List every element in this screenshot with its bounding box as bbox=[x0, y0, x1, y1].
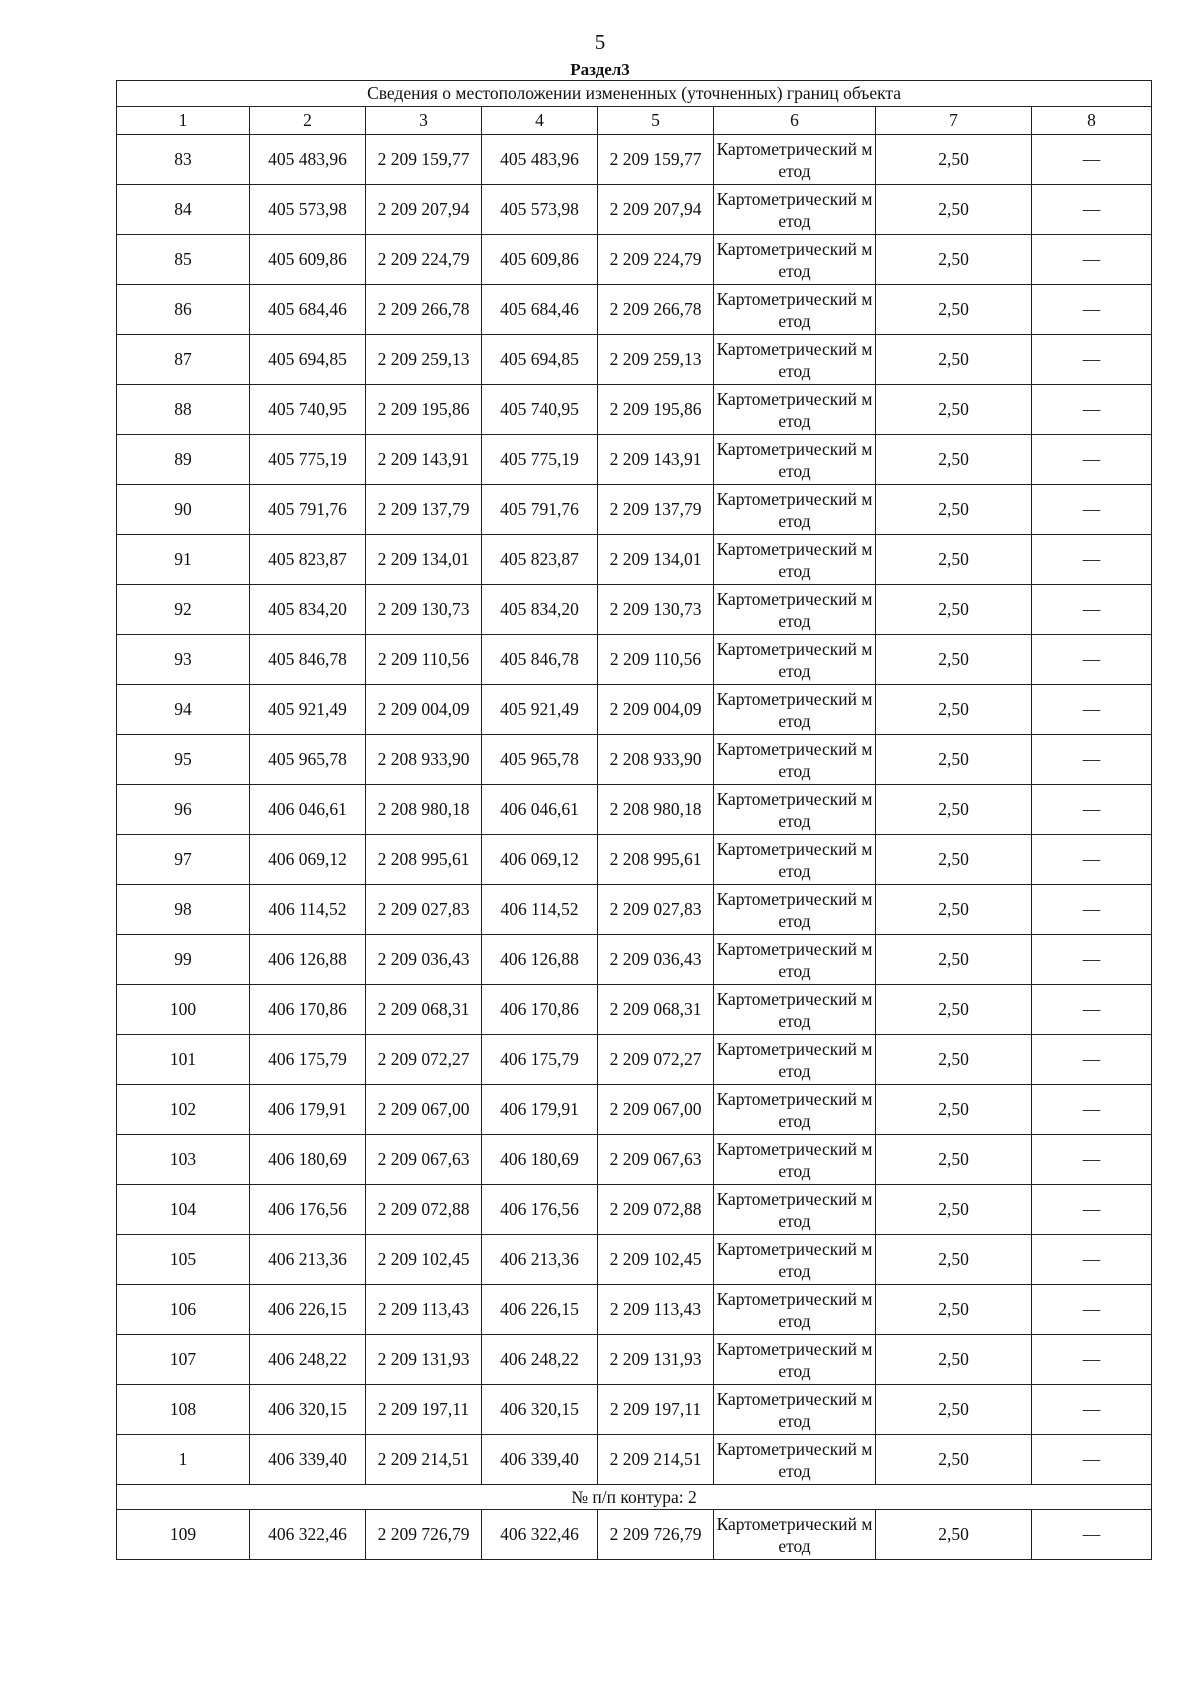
table-row bbox=[117, 485, 1152, 535]
x-old-cell: 405 791,76 bbox=[250, 485, 366, 535]
y-new-cell: 2 209 159,77 bbox=[598, 135, 714, 185]
table-row bbox=[117, 1435, 1152, 1485]
y-new-cell: 2 209 726,79 bbox=[598, 1510, 714, 1560]
x-old-cell: 405 834,20 bbox=[250, 585, 366, 635]
method-cell: Картометрический метод bbox=[714, 585, 876, 635]
x-old-cell: 406 213,36 bbox=[250, 1235, 366, 1285]
x-new-cell: 406 126,88 bbox=[482, 935, 598, 985]
x-old-cell: 405 823,87 bbox=[250, 535, 366, 585]
precision-cell: 2,50 bbox=[876, 785, 1032, 835]
empty-cell: — bbox=[1032, 1385, 1152, 1435]
x-new-cell: 406 248,22 bbox=[482, 1335, 598, 1385]
empty-cell: — bbox=[1032, 385, 1152, 435]
y-new-cell: 2 209 195,86 bbox=[598, 385, 714, 435]
table-row bbox=[117, 185, 1152, 235]
y-new-cell: 2 209 259,13 bbox=[598, 335, 714, 385]
empty-cell: — bbox=[1032, 885, 1152, 935]
x-new-cell: 406 114,52 bbox=[482, 885, 598, 935]
empty-cell: — bbox=[1032, 985, 1152, 1035]
empty-cell: — bbox=[1032, 585, 1152, 635]
y-old-cell: 2 209 113,43 bbox=[366, 1285, 482, 1335]
empty-cell: — bbox=[1032, 485, 1152, 535]
column-header: 3 bbox=[366, 107, 482, 135]
table-row bbox=[117, 935, 1152, 985]
method-cell: Картометрический метод bbox=[714, 1185, 876, 1235]
precision-cell: 2,50 bbox=[876, 235, 1032, 285]
point-number-cell: 88 bbox=[117, 385, 250, 435]
x-new-cell: 406 046,61 bbox=[482, 785, 598, 835]
y-new-cell: 2 209 207,94 bbox=[598, 185, 714, 235]
table-body bbox=[117, 135, 1152, 1560]
x-new-cell: 405 684,46 bbox=[482, 285, 598, 335]
empty-cell: — bbox=[1032, 435, 1152, 485]
precision-cell: 2,50 bbox=[876, 135, 1032, 185]
table-row bbox=[117, 1085, 1152, 1135]
precision-cell: 2,50 bbox=[876, 1435, 1032, 1485]
point-number-cell: 105 bbox=[117, 1235, 250, 1285]
y-new-cell: 2 209 131,93 bbox=[598, 1335, 714, 1385]
method-cell: Картометрический метод bbox=[714, 635, 876, 685]
x-old-cell: 405 684,46 bbox=[250, 285, 366, 335]
method-cell: Картометрический метод bbox=[714, 1235, 876, 1285]
empty-cell: — bbox=[1032, 335, 1152, 385]
method-cell: Картометрический метод bbox=[714, 1335, 876, 1385]
point-number-cell: 96 bbox=[117, 785, 250, 835]
column-header: 1 bbox=[117, 107, 250, 135]
precision-cell: 2,50 bbox=[876, 885, 1032, 935]
point-number-cell: 91 bbox=[117, 535, 250, 585]
x-new-cell: 406 179,91 bbox=[482, 1085, 598, 1135]
x-new-cell: 406 069,12 bbox=[482, 835, 598, 885]
y-old-cell: 2 209 027,83 bbox=[366, 885, 482, 935]
column-header: 5 bbox=[598, 107, 714, 135]
y-new-cell: 2 209 134,01 bbox=[598, 535, 714, 585]
table-row bbox=[117, 785, 1152, 835]
x-new-cell: 405 791,76 bbox=[482, 485, 598, 535]
y-new-cell: 2 209 072,27 bbox=[598, 1035, 714, 1085]
boundary-coordinates-table bbox=[116, 80, 1152, 1560]
y-new-cell: 2 209 072,88 bbox=[598, 1185, 714, 1235]
point-number-cell: 99 bbox=[117, 935, 250, 985]
precision-cell: 2,50 bbox=[876, 485, 1032, 535]
method-cell: Картометрический метод bbox=[714, 885, 876, 935]
point-number-cell: 97 bbox=[117, 835, 250, 885]
method-cell: Картометрический метод bbox=[714, 285, 876, 335]
x-new-cell: 405 573,98 bbox=[482, 185, 598, 235]
precision-cell: 2,50 bbox=[876, 285, 1032, 335]
table-row bbox=[117, 1285, 1152, 1335]
empty-cell: — bbox=[1032, 1035, 1152, 1085]
point-number-cell: 84 bbox=[117, 185, 250, 235]
x-old-cell: 406 320,15 bbox=[250, 1385, 366, 1435]
x-new-cell: 406 226,15 bbox=[482, 1285, 598, 1335]
x-old-cell: 406 069,12 bbox=[250, 835, 366, 885]
empty-cell: — bbox=[1032, 835, 1152, 885]
table-row bbox=[117, 1185, 1152, 1235]
table-row bbox=[117, 535, 1152, 585]
point-number-cell: 86 bbox=[117, 285, 250, 335]
x-old-cell: 406 179,91 bbox=[250, 1085, 366, 1135]
x-old-cell: 405 775,19 bbox=[250, 435, 366, 485]
table-caption: Сведения о местоположении измененных (уточненных) границ объекта bbox=[117, 81, 1152, 107]
empty-cell: — bbox=[1032, 1235, 1152, 1285]
method-cell: Картометрический метод bbox=[714, 1510, 876, 1560]
precision-cell: 2,50 bbox=[876, 535, 1032, 585]
method-cell: Картометрический метод bbox=[714, 535, 876, 585]
method-cell: Картометрический метод bbox=[714, 735, 876, 785]
precision-cell: 2,50 bbox=[876, 1085, 1032, 1135]
table-row bbox=[117, 1510, 1152, 1560]
y-new-cell: 2 208 995,61 bbox=[598, 835, 714, 885]
x-old-cell: 406 046,61 bbox=[250, 785, 366, 835]
y-old-cell: 2 209 224,79 bbox=[366, 235, 482, 285]
y-old-cell: 2 209 110,56 bbox=[366, 635, 482, 685]
y-new-cell: 2 209 137,79 bbox=[598, 485, 714, 535]
section-title: Раздел3 bbox=[570, 60, 630, 79]
y-old-cell: 2 209 134,01 bbox=[366, 535, 482, 585]
method-cell: Картометрический метод bbox=[714, 435, 876, 485]
table-row bbox=[117, 985, 1152, 1035]
point-number-cell: 109 bbox=[117, 1510, 250, 1560]
y-old-cell: 2 208 980,18 bbox=[366, 785, 482, 835]
empty-cell: — bbox=[1032, 1285, 1152, 1335]
y-new-cell: 2 208 933,90 bbox=[598, 735, 714, 785]
method-cell: Картометрический метод bbox=[714, 235, 876, 285]
x-new-cell: 405 694,85 bbox=[482, 335, 598, 385]
y-old-cell: 2 209 207,94 bbox=[366, 185, 482, 235]
x-old-cell: 405 846,78 bbox=[250, 635, 366, 685]
method-cell: Картометрический метод bbox=[714, 135, 876, 185]
empty-cell: — bbox=[1032, 635, 1152, 685]
x-new-cell: 405 740,95 bbox=[482, 385, 598, 435]
x-new-cell: 406 170,86 bbox=[482, 985, 598, 1035]
table-row bbox=[117, 685, 1152, 735]
x-old-cell: 406 322,46 bbox=[250, 1510, 366, 1560]
y-old-cell: 2 209 072,88 bbox=[366, 1185, 482, 1235]
x-old-cell: 406 175,79 bbox=[250, 1035, 366, 1085]
point-number-cell: 93 bbox=[117, 635, 250, 685]
point-number-cell: 94 bbox=[117, 685, 250, 735]
precision-cell: 2,50 bbox=[876, 585, 1032, 635]
table-row bbox=[117, 585, 1152, 635]
y-old-cell: 2 209 214,51 bbox=[366, 1435, 482, 1485]
empty-cell: — bbox=[1032, 1085, 1152, 1135]
x-old-cell: 406 339,40 bbox=[250, 1435, 366, 1485]
point-number-cell: 101 bbox=[117, 1035, 250, 1085]
point-number-cell: 106 bbox=[117, 1285, 250, 1335]
precision-cell: 2,50 bbox=[876, 1135, 1032, 1185]
precision-cell: 2,50 bbox=[876, 735, 1032, 785]
table-row bbox=[117, 835, 1152, 885]
empty-cell: — bbox=[1032, 1185, 1152, 1235]
contour-label-row bbox=[117, 1485, 1152, 1510]
precision-cell: 2,50 bbox=[876, 935, 1032, 985]
x-new-cell: 406 320,15 bbox=[482, 1385, 598, 1435]
x-new-cell: 405 483,96 bbox=[482, 135, 598, 185]
x-new-cell: 405 846,78 bbox=[482, 635, 598, 685]
table-row bbox=[117, 1035, 1152, 1085]
page-number: 5 bbox=[594, 30, 606, 54]
y-old-cell: 2 209 067,63 bbox=[366, 1135, 482, 1185]
table-row bbox=[117, 135, 1152, 185]
table-row bbox=[117, 735, 1152, 785]
y-old-cell: 2 209 159,77 bbox=[366, 135, 482, 185]
y-new-cell: 2 209 266,78 bbox=[598, 285, 714, 335]
method-cell: Картометрический метод bbox=[714, 1035, 876, 1085]
precision-cell: 2,50 bbox=[876, 1235, 1032, 1285]
x-old-cell: 406 126,88 bbox=[250, 935, 366, 985]
column-header: 2 bbox=[250, 107, 366, 135]
method-cell: Картометрический метод bbox=[714, 785, 876, 835]
x-old-cell: 406 248,22 bbox=[250, 1335, 366, 1385]
precision-cell: 2,50 bbox=[876, 635, 1032, 685]
x-new-cell: 405 823,87 bbox=[482, 535, 598, 585]
y-old-cell: 2 209 726,79 bbox=[366, 1510, 482, 1560]
table-row bbox=[117, 285, 1152, 335]
table-row bbox=[117, 1235, 1152, 1285]
y-new-cell: 2 209 067,00 bbox=[598, 1085, 714, 1135]
method-cell: Картометрический метод bbox=[714, 985, 876, 1035]
precision-cell: 2,50 bbox=[876, 1285, 1032, 1335]
column-header: 4 bbox=[482, 107, 598, 135]
empty-cell: — bbox=[1032, 535, 1152, 585]
empty-cell: — bbox=[1032, 235, 1152, 285]
x-old-cell: 405 483,96 bbox=[250, 135, 366, 185]
point-number-cell: 100 bbox=[117, 985, 250, 1035]
empty-cell: — bbox=[1032, 785, 1152, 835]
y-new-cell: 2 209 113,43 bbox=[598, 1285, 714, 1335]
y-old-cell: 2 209 130,73 bbox=[366, 585, 482, 635]
point-number-cell: 108 bbox=[117, 1385, 250, 1435]
y-new-cell: 2 208 980,18 bbox=[598, 785, 714, 835]
x-old-cell: 406 176,56 bbox=[250, 1185, 366, 1235]
method-cell: Картометрический метод bbox=[714, 1085, 876, 1135]
y-old-cell: 2 209 068,31 bbox=[366, 985, 482, 1035]
y-old-cell: 2 209 036,43 bbox=[366, 935, 482, 985]
y-new-cell: 2 209 130,73 bbox=[598, 585, 714, 635]
precision-cell: 2,50 bbox=[876, 385, 1032, 435]
empty-cell: — bbox=[1032, 1335, 1152, 1385]
empty-cell: — bbox=[1032, 1510, 1152, 1560]
column-header: 7 bbox=[876, 107, 1032, 135]
y-new-cell: 2 209 143,91 bbox=[598, 435, 714, 485]
column-number-row bbox=[117, 107, 1152, 135]
point-number-cell: 1 bbox=[117, 1435, 250, 1485]
point-number-cell: 107 bbox=[117, 1335, 250, 1385]
y-new-cell: 2 209 004,09 bbox=[598, 685, 714, 735]
method-cell: Картометрический метод bbox=[714, 1435, 876, 1485]
y-old-cell: 2 209 197,11 bbox=[366, 1385, 482, 1435]
method-cell: Картометрический метод bbox=[714, 185, 876, 235]
y-new-cell: 2 209 224,79 bbox=[598, 235, 714, 285]
y-new-cell: 2 209 027,83 bbox=[598, 885, 714, 935]
y-old-cell: 2 209 131,93 bbox=[366, 1335, 482, 1385]
y-new-cell: 2 209 102,45 bbox=[598, 1235, 714, 1285]
contour-label: № п/п контура: 2 bbox=[117, 1485, 1152, 1510]
precision-cell: 2,50 bbox=[876, 335, 1032, 385]
point-number-cell: 90 bbox=[117, 485, 250, 535]
point-number-cell: 89 bbox=[117, 435, 250, 485]
y-old-cell: 2 209 004,09 bbox=[366, 685, 482, 735]
x-old-cell: 405 921,49 bbox=[250, 685, 366, 735]
y-new-cell: 2 209 067,63 bbox=[598, 1135, 714, 1185]
method-cell: Картометрический метод bbox=[714, 485, 876, 535]
table-row bbox=[117, 235, 1152, 285]
empty-cell: — bbox=[1032, 285, 1152, 335]
x-old-cell: 405 740,95 bbox=[250, 385, 366, 435]
x-old-cell: 405 694,85 bbox=[250, 335, 366, 385]
y-new-cell: 2 209 214,51 bbox=[598, 1435, 714, 1485]
y-old-cell: 2 209 266,78 bbox=[366, 285, 482, 335]
x-old-cell: 405 965,78 bbox=[250, 735, 366, 785]
point-number-cell: 102 bbox=[117, 1085, 250, 1135]
y-old-cell: 2 209 137,79 bbox=[366, 485, 482, 535]
empty-cell: — bbox=[1032, 1435, 1152, 1485]
x-new-cell: 406 322,46 bbox=[482, 1510, 598, 1560]
precision-cell: 2,50 bbox=[876, 1185, 1032, 1235]
method-cell: Картометрический метод bbox=[714, 385, 876, 435]
precision-cell: 2,50 bbox=[876, 1385, 1032, 1435]
point-number-cell: 104 bbox=[117, 1185, 250, 1235]
empty-cell: — bbox=[1032, 1135, 1152, 1185]
x-old-cell: 405 609,86 bbox=[250, 235, 366, 285]
precision-cell: 2,50 bbox=[876, 835, 1032, 885]
y-old-cell: 2 208 995,61 bbox=[366, 835, 482, 885]
x-new-cell: 405 921,49 bbox=[482, 685, 598, 735]
x-new-cell: 406 339,40 bbox=[482, 1435, 598, 1485]
point-number-cell: 85 bbox=[117, 235, 250, 285]
table-row bbox=[117, 335, 1152, 385]
table-row bbox=[117, 385, 1152, 435]
point-number-cell: 98 bbox=[117, 885, 250, 935]
x-old-cell: 406 180,69 bbox=[250, 1135, 366, 1185]
y-old-cell: 2 208 933,90 bbox=[366, 735, 482, 785]
table-row bbox=[117, 1335, 1152, 1385]
column-header: 6 bbox=[714, 107, 876, 135]
empty-cell: — bbox=[1032, 185, 1152, 235]
point-number-cell: 87 bbox=[117, 335, 250, 385]
table-row bbox=[117, 435, 1152, 485]
x-old-cell: 406 114,52 bbox=[250, 885, 366, 935]
precision-cell: 2,50 bbox=[876, 1510, 1032, 1560]
empty-cell: — bbox=[1032, 135, 1152, 185]
x-old-cell: 405 573,98 bbox=[250, 185, 366, 235]
table-row bbox=[117, 885, 1152, 935]
y-new-cell: 2 209 036,43 bbox=[598, 935, 714, 985]
y-old-cell: 2 209 143,91 bbox=[366, 435, 482, 485]
precision-cell: 2,50 bbox=[876, 185, 1032, 235]
x-new-cell: 406 176,56 bbox=[482, 1185, 598, 1235]
x-old-cell: 406 226,15 bbox=[250, 1285, 366, 1335]
method-cell: Картометрический метод bbox=[714, 935, 876, 985]
x-new-cell: 405 609,86 bbox=[482, 235, 598, 285]
x-new-cell: 405 834,20 bbox=[482, 585, 598, 635]
y-old-cell: 2 209 102,45 bbox=[366, 1235, 482, 1285]
x-old-cell: 406 170,86 bbox=[250, 985, 366, 1035]
method-cell: Картометрический метод bbox=[714, 1285, 876, 1335]
precision-cell: 2,50 bbox=[876, 685, 1032, 735]
method-cell: Картометрический метод bbox=[714, 685, 876, 735]
table-row bbox=[117, 1385, 1152, 1435]
x-new-cell: 406 213,36 bbox=[482, 1235, 598, 1285]
x-new-cell: 405 775,19 bbox=[482, 435, 598, 485]
table-row bbox=[117, 635, 1152, 685]
method-cell: Картометрический метод bbox=[714, 1385, 876, 1435]
y-new-cell: 2 209 197,11 bbox=[598, 1385, 714, 1435]
precision-cell: 2,50 bbox=[876, 1035, 1032, 1085]
table-row bbox=[117, 1135, 1152, 1185]
method-cell: Картометрический метод bbox=[714, 835, 876, 885]
y-new-cell: 2 209 068,31 bbox=[598, 985, 714, 1035]
method-cell: Картометрический метод bbox=[714, 335, 876, 385]
point-number-cell: 103 bbox=[117, 1135, 250, 1185]
empty-cell: — bbox=[1032, 735, 1152, 785]
point-number-cell: 83 bbox=[117, 135, 250, 185]
empty-cell: — bbox=[1032, 685, 1152, 735]
x-new-cell: 406 180,69 bbox=[482, 1135, 598, 1185]
precision-cell: 2,50 bbox=[876, 985, 1032, 1035]
point-number-cell: 95 bbox=[117, 735, 250, 785]
point-number-cell: 92 bbox=[117, 585, 250, 635]
precision-cell: 2,50 bbox=[876, 1335, 1032, 1385]
y-old-cell: 2 209 072,27 bbox=[366, 1035, 482, 1085]
method-cell: Картометрический метод bbox=[714, 1135, 876, 1185]
y-old-cell: 2 209 259,13 bbox=[366, 335, 482, 385]
y-old-cell: 2 209 067,00 bbox=[366, 1085, 482, 1135]
column-header: 8 bbox=[1032, 107, 1152, 135]
precision-cell: 2,50 bbox=[876, 435, 1032, 485]
y-new-cell: 2 209 110,56 bbox=[598, 635, 714, 685]
x-new-cell: 406 175,79 bbox=[482, 1035, 598, 1085]
x-new-cell: 405 965,78 bbox=[482, 735, 598, 785]
y-old-cell: 2 209 195,86 bbox=[366, 385, 482, 435]
empty-cell: — bbox=[1032, 935, 1152, 985]
